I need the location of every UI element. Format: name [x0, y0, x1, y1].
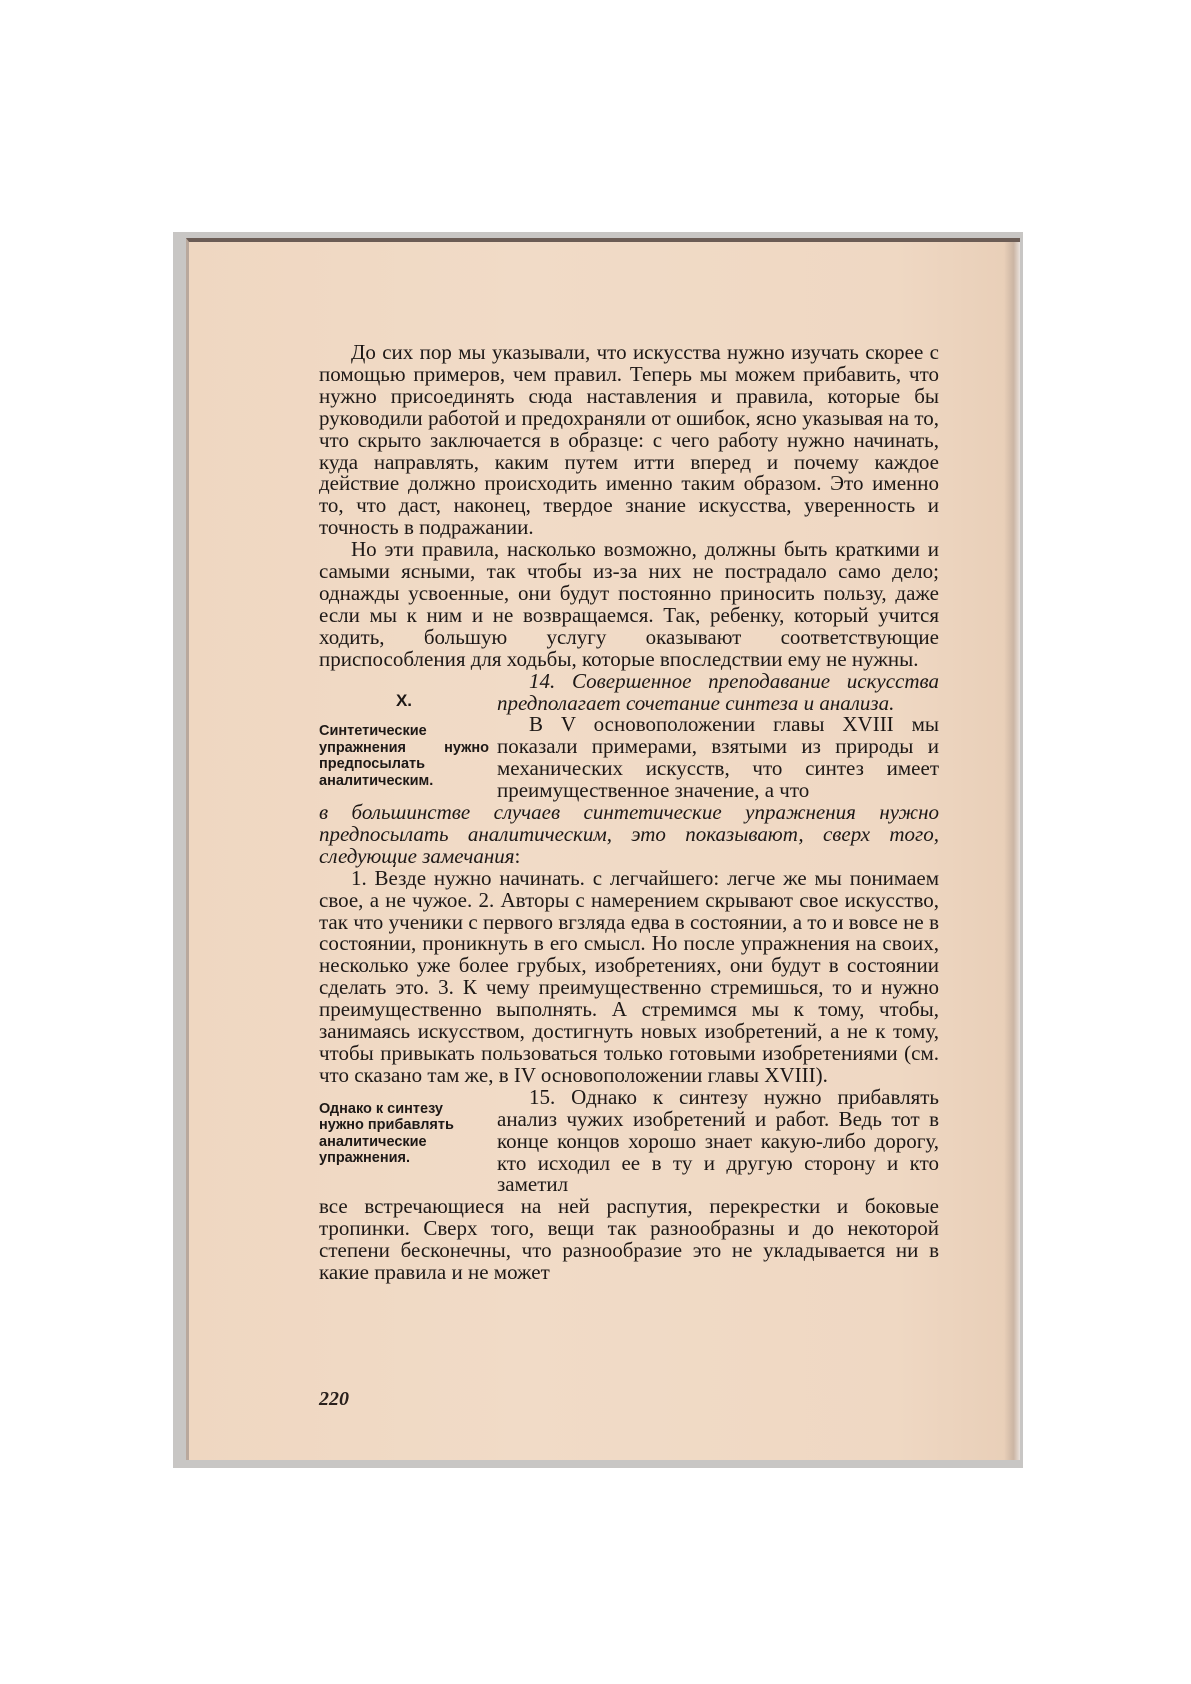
page-text: [319, 342, 939, 1284]
paragraph-1: До сих пор мы указывали, что искусства нужно изучать скорее с помощью примеров, чем правил. Теперь мы можем прибавить, что нужно присоединять сюда наставления и правила, которые бы руководили работой и предохраняли от ошибок, ясно указывая на то, что скрыто заключается в образце: с чего работу нужно начинать, куда направлять, каким путем итти вперед и почему каждое действие должно происходить именно таким образом. Это именно то, что даст, наконец, твердое знание искусства, уверенность и точность в подражании.: [319, 340, 939, 540]
margin-note-synthetic: Синтетические упражнения нужно предпосылать аналитическим.: [319, 723, 489, 789]
section-mark: X.: [395, 690, 413, 710]
page-spine-shadow: [1004, 242, 1020, 1460]
margin-column-2: [319, 1087, 489, 1167]
margin-column-1: [319, 671, 489, 790]
paragraph-5-end: все встречающиеся на ней распутия, перекрестки и боковые тропинки. Сверх того, вещи так разнообразны и до некоторой степени бесконечны, что разнообразие это не укладывается ни в какие правила и не может: [319, 1194, 939, 1285]
paragraph-2: Но эти правила, насколько возможно, должны быть краткими и самыми ясными, так чтобы из-за них не пострадало само дело; однажды усвоенные, они будут постоянно приносить пользу, даже если мы к ним и не возвращаемся. Так, ребенку, который учится ходить, большую услугу оказывают соответствующие приспособления для ходьбы, которые впоследствии ему не нужны.: [319, 537, 939, 671]
section-15-main: [497, 1084, 939, 1197]
heading-14: 14. Совершенное преподавание искусства предполагает сочетание синтеза и анализа.: [497, 668, 939, 715]
paragraph-3-italic: в большинстве случаев синтетические упражнения нужно предпосылать аналитическим, это показывают, сверх того, следующие замечания: [319, 800, 939, 868]
page-number: 220: [319, 1388, 349, 1410]
paragraph-3-start: В V основоположении главы XVIII мы показали примерами, взятыми из природы и механических искусств, что синтез имеет преимущественное значение, а что: [497, 712, 939, 803]
margin-note-analytic: Однако к синтезу нужно прибавлять аналитические упражнения.: [319, 1100, 454, 1167]
paragraph-5-start: 15. Однако к синтезу нужно прибавлять анализ чужих изобретений и работ. Ведь тот в конце концов хорошо знает какую-либо дорогу, кто исходил ее в ту и другую сторону и кто заметил: [497, 1084, 939, 1197]
section-14-main: [497, 668, 939, 803]
book-page: [186, 238, 1020, 1460]
paragraph-4: 1. Везде нужно начинать. с легчайшего: легче же мы понимаем свое, а не чужое. 2. Авторы с намерением скрывают свое искусство, так что ученики с первого вгзляда едва в состоянии, а то и вовсе не в состоянии, проникнуть в его смысл. Но после упражнения на своих, несколько уже более грубых, изобретениях, они будут в состоянии сделать это. 3. К чему преимущественно стремишься, то и нужно преимущественно выполнять. А стремимся мы к тому, чтобы, занимаясь искусством, достигнуть новых изобретений, а не к тому, чтобы привыкать пользоваться только готовыми изобретениями (см. что сказано там же, в IV основоположении главы XVIII).: [319, 865, 939, 1087]
section-15-row: [319, 1084, 939, 1197]
section-14-row: [319, 668, 939, 803]
paragraph-3-end: :: [514, 843, 521, 868]
paragraph-3-continued: [319, 802, 939, 868]
